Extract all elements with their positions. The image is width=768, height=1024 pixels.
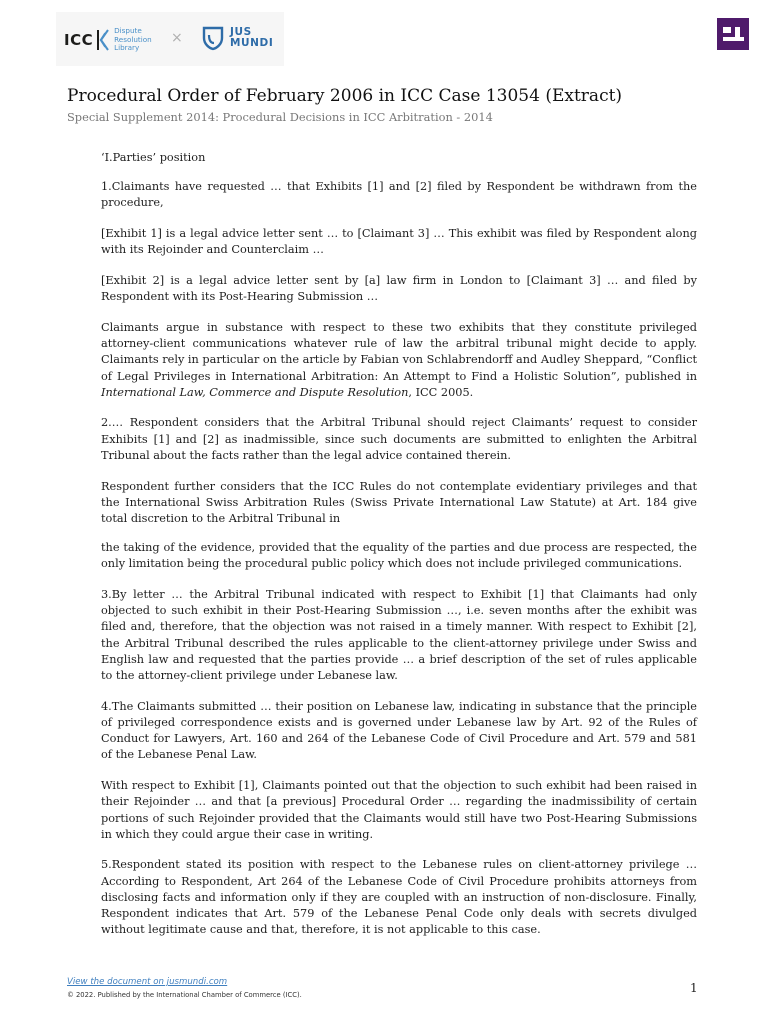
copyright-notice: © 2022. Published by the International Chamber of Commerce (ICC).: [67, 991, 302, 999]
jus-mundi-wordmark: JUS MUNDI: [230, 26, 274, 49]
paragraph-7: the taking of the evidence, provided that the equality of the parties and due process are respected, the only limitation being the procedural public policy which does not include privileged communications.: [101, 541, 697, 571]
corner-logo-icon: [717, 18, 749, 50]
paragraph-10: With respect to Exhibit [1], Claimants pointed out that the objection to such exhibit had been raised in their Rejoinder … and that [a previous] Procedural Order … regarding the inadmissibility of certain portions of such Rejoinder provided that the Claimants would still have two Post-Hearing Submissions in which they could argue their case in writing.: [101, 779, 697, 841]
paragraph-1: 1.Claimants have requested … that Exhibits [1] and [2] filed by Respondent be withdrawn from the procedure,: [101, 180, 697, 210]
jus-mundi-corner-logo[interactable]: [717, 18, 749, 50]
paragraph-2: [Exhibit 1] is a legal advice letter sent … to [Claimant 3] … This exhibit was filed by Respondent along with its Rejoinder and Counterclaim …: [101, 227, 697, 257]
paragraph-8: 3.By letter … the Arbitral Tribunal indicated with respect to Exhibit [1] that Claimants had only objected to such exhibit in their Post-Hearing Submission …, i.e. seven months after the exhibit was filed and, therefore, that the objection was not raised in a timely manner. With respect to Exhibit [2], the Arbitral Tribunal described the rules applicable to the client-attorney privilege under Swiss and English law and requested that the parties provide … a brief description of the set of rules applicable to the attorney-client privilege under Lebanese law.: [101, 588, 697, 683]
paragraph-5: 2.… Respondent considers that the Arbitral Tribunal should reject Claimants’ request to consider Exhibits [1] and [2] as inadmissible, since such documents are submitted to enlighten the Arbitral Tribunal about the facts rather than the legal advice contained therein.: [101, 416, 697, 462]
paragraph-4: Claimants argue in substance with respect to these two exhibits that they constitute privileged attorney-client communications whatever rule of law the arbitral tribunal might decide to apply. Claimants rely in particular on the article by Fabian von Schlabrendorff and Audley Sheppard, “Conflict of Legal Privileges in International Arbitration: An Attempt to Find a Holistic Solution”, published in International Law, Commerce and Dispute Resolution, ICC 2005.: [101, 320, 697, 399]
paragraph-6: Respondent further considers that the ICC Rules do not contemplate evidentiary privileges and that the International Swiss Arbitration Rules (Swiss Private International Law Statute) at Art. 184 give total discretion to the Arbitral Tribunal in: [101, 479, 697, 525]
document-body: [101, 150, 697, 953]
publication-title: International Law, Commerce and Dispute Resolution: [101, 385, 409, 399]
icc-wordmark: ICC: [64, 31, 94, 49]
document-subtitle: Special Supplement 2014: Procedural Decisions in ICC Arbitration - 2014: [67, 110, 493, 124]
icc-logo[interactable]: [64, 26, 152, 54]
section-heading: ‘I.Parties’ position: [101, 151, 206, 164]
view-on-jusmundi-link[interactable]: View the document on jusmundi.com: [67, 977, 228, 987]
logo-separator-cross: ×: [171, 30, 183, 46]
icc-k-icon: [96, 28, 110, 52]
paragraph-11: 5.Respondent stated its position with respect to the Lebanese rules on client-attorney privilege … According to Respondent, Art 264 of the Lebanese Code of Civil Procedure prohibits attorneys from disclosing facts and information only if they are coupled with an instruction of non-disclosure. Finally, Respondent indicates that Art. 579 of the Lebanese Penal Code only deals with secrets divulged without legitimate cause and that, therefore, it is not applicable to this case.: [101, 858, 697, 937]
paragraph-3: [Exhibit 2] is a legal advice letter sent by [a] law firm in London to [Claimant 3] … and filed by Respondent with its Post-Hearing Submission …: [101, 274, 697, 304]
page-number: 1: [690, 981, 698, 995]
document-title: Procedural Order of February 2006 in ICC Case 13054 (Extract): [67, 86, 623, 106]
paragraph-9: 4.The Claimants submitted … their position on Lebanese law, indicating in substance that the principle of privileged correspondence exists and is governed under Lebanese law by Art. 92 of the Rules of Conduct for Lawyers, Art. 160 and 264 of the Lebanese Code of Civil Procedure and Art. 579 and 581 of the Lebanese Penal Law.: [101, 699, 697, 762]
icc-subtitle: Dispute Resolution Library: [114, 26, 152, 53]
jus-mundi-logo[interactable]: [202, 25, 273, 51]
jus-mundi-shield-icon: [202, 25, 224, 51]
